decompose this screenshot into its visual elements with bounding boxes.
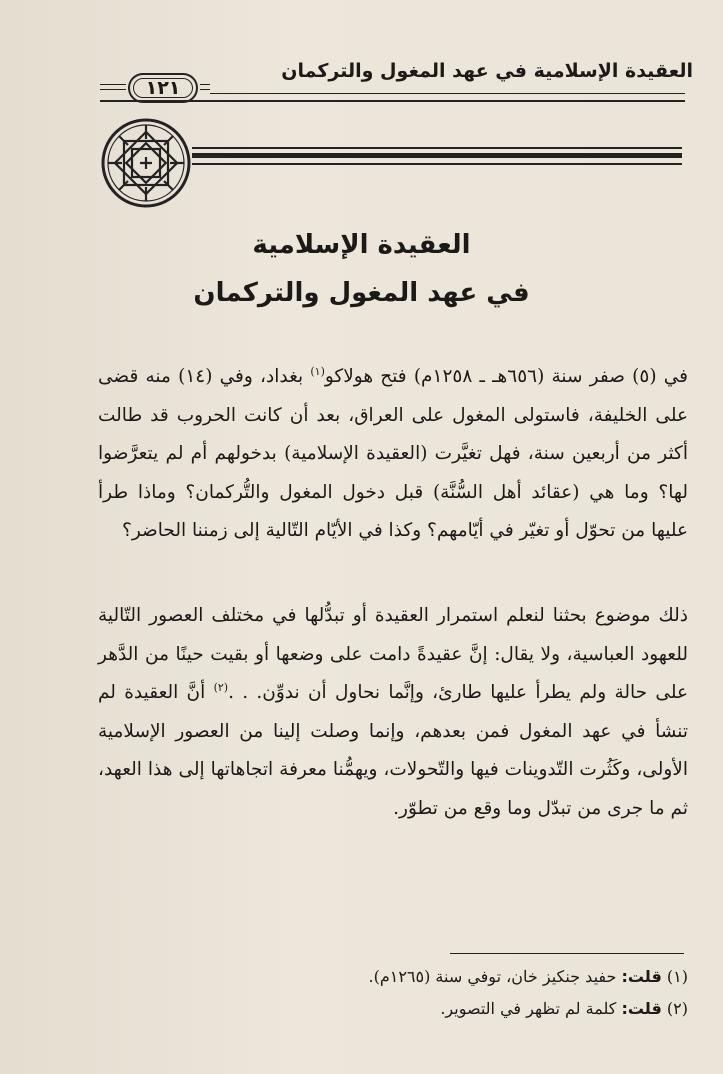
header-underline (210, 93, 685, 94)
footnote-2-text: كلمة لم تظهر في التصوير. (440, 999, 622, 1018)
footnote-2-label: قلت: (621, 999, 662, 1018)
paragraph-2-text-b: أنَّ العقيدة لم تنشأ في عهد المغول فمن بعدهم، وإنما وصلت إلينا من العصور الإسلامية الأولى، وكَثُرت التّدوينات فيها والتّحولات، ويهمُّنا معرفة اتجاهاتها إلى هذا العهد، ثم ما جرى من تبدّل وما وقع من تطوّر. (98, 682, 688, 819)
decorative-band (192, 147, 682, 165)
islamic-star-ornament-icon (100, 117, 192, 209)
footnote-1-label: قلت: (621, 967, 662, 986)
footnote-separator (450, 953, 684, 954)
footnote-1-text: حفيد جنكيز خان، توفي سنة (١٢٦٥م). (368, 967, 622, 986)
header-rule-left (100, 84, 126, 90)
page-number (128, 73, 198, 103)
running-title: العقيدة الإسلامية في عهد المغول والتركمان (281, 60, 693, 82)
page-number-text: ١٢١ (145, 77, 181, 99)
footnote-ref-1: (١) (310, 364, 325, 378)
footnote-2 (98, 997, 688, 1021)
chapter-title-line2: في عهد المغول والتركمان (193, 278, 530, 308)
paragraph-1-text-a: في (٥) صفر سنة (٦٥٦هـ ـ ١٢٥٨م) فتح هولاكو (324, 366, 688, 387)
chapter-title-line1: العقيدة الإسلامية (252, 230, 471, 260)
header-rule-right (200, 84, 210, 90)
header-underline-thick (100, 100, 685, 102)
footnote-2-number: (٢) (666, 999, 688, 1018)
footnote-1-number: (١) (666, 967, 688, 986)
footnote-ref-2: (٢) (213, 681, 229, 695)
paragraph-2-text-a: ذلك موضوع بحثنا لنعلم استمرار العقيدة أو تبدُّلها في مختلف العصور التّالية للعهود العباسية، ولا يقال: إنَّ عقيدةً دامت على وضعها أو بقيت حينًا من الدَّهر على حالة ولم يطرأ عليها طارئ، وإنَّما نحاول أن ندوِّن. . . (98, 605, 688, 704)
footnote-1 (98, 965, 688, 989)
paragraph-1 (98, 358, 688, 551)
paragraph-1-text-b: بغداد، وفي (١٤) منه قضى على الخليفة، فاستولى المغول على العراق، بعد أن كانت الحروب قد طالت أكثر من أربعين سنة، فهل تغيَّرت (العقيدة الإسلامية) بدخولهم أم لم يتعرَّضوا لها؟ وما هي (عقائد أهل السُّنَّة) قبل دخول المغول والتُّركمان؟ وماذا طرأ عليها من تحوّل أو تغيّر في أيّامهم؟ وكذا في الأيّام التّالية إلى زمننا الحاضر؟ (98, 366, 688, 542)
paragraph-2 (98, 597, 688, 829)
